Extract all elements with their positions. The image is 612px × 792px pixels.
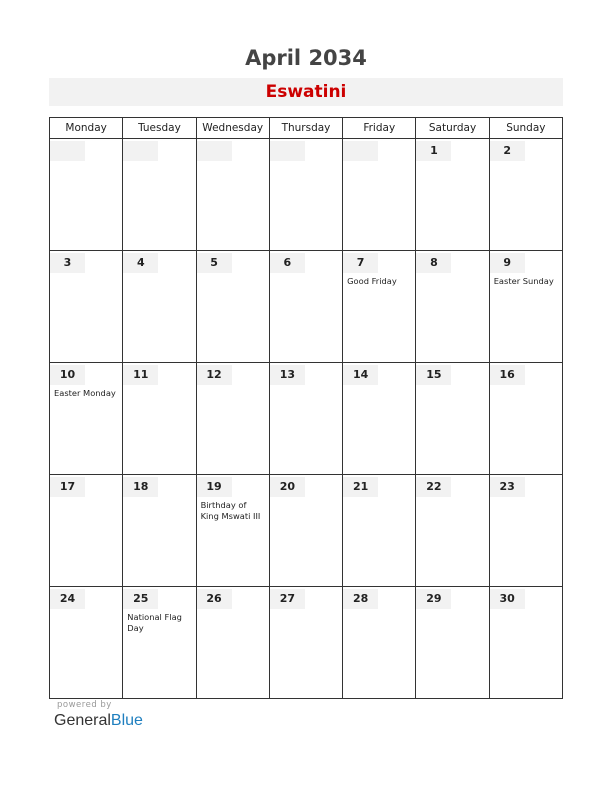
day-cell <box>343 251 416 363</box>
brand-blue: Blue <box>110 712 143 729</box>
day-cell <box>269 587 342 699</box>
weekday-header: Monday <box>50 118 123 139</box>
generalblue-logo[interactable] <box>54 712 143 730</box>
weekday-header: Wednesday <box>196 118 269 139</box>
day-number: 1 <box>416 141 451 161</box>
day-number: 6 <box>270 253 305 273</box>
day-cell <box>416 587 489 699</box>
day-cell <box>123 363 196 475</box>
day-number: 13 <box>270 365 305 385</box>
day-cell <box>196 251 269 363</box>
day-cell <box>50 475 123 587</box>
holiday-label: Birthday of King Mswati III <box>200 500 261 521</box>
day-number: 14 <box>343 365 378 385</box>
calendar-grid <box>49 117 563 699</box>
week-row <box>50 475 563 587</box>
day-cell <box>269 251 342 363</box>
day-number: 29 <box>416 589 451 609</box>
weekday-header: Tuesday <box>123 118 196 139</box>
day-number: 30 <box>490 589 525 609</box>
holiday-label: Good Friday <box>347 276 397 286</box>
day-cell <box>50 139 123 251</box>
day-number: 11 <box>123 365 158 385</box>
day-number: 26 <box>197 589 232 609</box>
day-number: 18 <box>123 477 158 497</box>
day-number: 15 <box>416 365 451 385</box>
day-cell <box>343 475 416 587</box>
day-cell <box>489 251 562 363</box>
holiday-label: Easter Monday <box>54 388 116 398</box>
day-number: 25 <box>123 589 158 609</box>
day-cell <box>269 363 342 475</box>
day-number <box>197 141 232 161</box>
day-cell <box>196 587 269 699</box>
day-number <box>50 141 85 161</box>
day-cell <box>416 475 489 587</box>
day-cell <box>50 363 123 475</box>
day-number: 5 <box>197 253 232 273</box>
day-cell <box>123 475 196 587</box>
day-cell <box>123 587 196 699</box>
day-cell <box>489 587 562 699</box>
day-number: 3 <box>50 253 85 273</box>
day-number: 24 <box>50 589 85 609</box>
day-number: 21 <box>343 477 378 497</box>
day-cell <box>196 475 269 587</box>
day-cell <box>416 139 489 251</box>
day-number: 16 <box>490 365 525 385</box>
day-number: 19 <box>197 477 232 497</box>
day-number: 10 <box>50 365 85 385</box>
country-name: Eswatini <box>265 82 347 102</box>
weekday-header: Sunday <box>489 118 562 139</box>
day-number: 8 <box>416 253 451 273</box>
day-cell <box>196 363 269 475</box>
day-number <box>123 141 158 161</box>
day-cell <box>416 251 489 363</box>
weekday-header: Thursday <box>269 118 342 139</box>
day-number <box>270 141 305 161</box>
day-cell <box>269 475 342 587</box>
holiday-label: National Flag Day <box>127 612 182 633</box>
day-number: 12 <box>197 365 232 385</box>
day-number: 28 <box>343 589 378 609</box>
powered-by-text: powered by <box>57 700 112 710</box>
holiday-label: Easter Sunday <box>493 276 554 286</box>
page-title: April 2034 <box>245 46 367 70</box>
day-cell <box>196 139 269 251</box>
day-number: 2 <box>490 141 525 161</box>
day-cell <box>489 363 562 475</box>
country-banner <box>49 78 563 106</box>
weekday-header: Friday <box>343 118 416 139</box>
week-row <box>50 363 563 475</box>
day-cell <box>123 251 196 363</box>
day-cell <box>50 251 123 363</box>
week-row <box>50 587 563 699</box>
day-cell <box>269 139 342 251</box>
weekday-header: Saturday <box>416 118 489 139</box>
week-row <box>50 139 563 251</box>
day-number: 20 <box>270 477 305 497</box>
day-cell <box>343 139 416 251</box>
day-cell <box>50 587 123 699</box>
weekday-header-row <box>50 118 563 139</box>
day-number: 7 <box>343 253 378 273</box>
day-cell <box>343 587 416 699</box>
day-number: 23 <box>490 477 525 497</box>
day-cell <box>123 139 196 251</box>
day-cell <box>489 139 562 251</box>
day-cell <box>416 363 489 475</box>
day-number: 27 <box>270 589 305 609</box>
day-number <box>343 141 378 161</box>
day-number: 17 <box>50 477 85 497</box>
day-cell <box>489 475 562 587</box>
brand-general: General <box>54 712 111 729</box>
week-row <box>50 251 563 363</box>
day-number: 22 <box>416 477 451 497</box>
day-number: 9 <box>490 253 525 273</box>
day-cell <box>343 363 416 475</box>
day-number: 4 <box>123 253 158 273</box>
